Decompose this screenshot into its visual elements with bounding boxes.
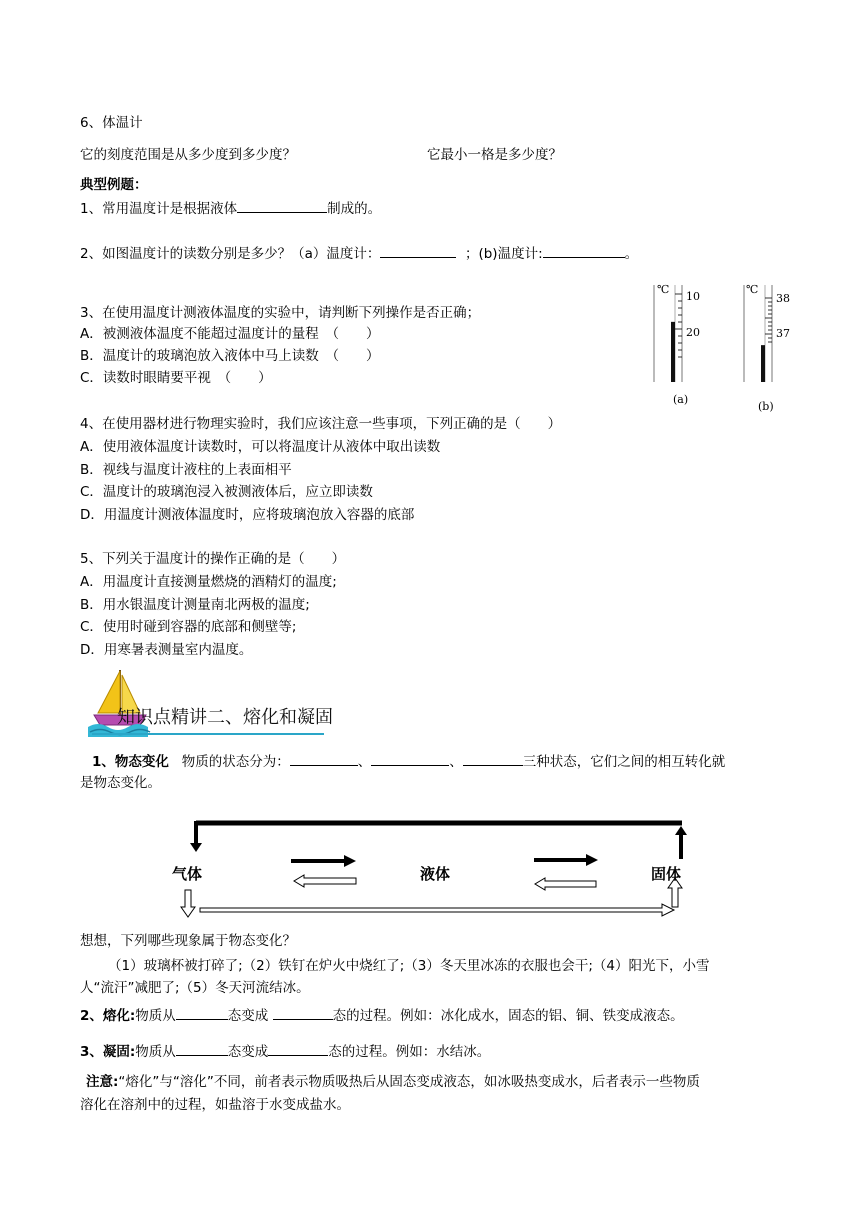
example-5-stem: 5、下列关于温度计的操作正确的是（ ） <box>80 551 346 567</box>
example-5-option-a: A．用温度计直接测量燃烧的酒精灯的温度; <box>80 574 337 590</box>
section-2-underline <box>92 733 324 735</box>
thermometer-b-tick-mid: 37 <box>776 327 790 340</box>
solidification-heading: 3、凝固: <box>80 1044 136 1060</box>
thermometer-a-unit: ℃ <box>657 283 670 296</box>
question-range: 它的刻度范围是从多少度到多少度？ <box>80 147 296 163</box>
solidification-text-b: 态变成 <box>227 1044 269 1060</box>
thermometer-b-caption: (b) <box>758 400 774 413</box>
melting-text-a: 物质从 <box>135 1008 176 1024</box>
state-change-text: 物质的状态分为： <box>181 754 290 770</box>
solidification-text-a: 物质从 <box>135 1044 176 1060</box>
example-2-text-a: 2、如图温度计的读数分别是多少？（a）温度计： <box>80 246 381 262</box>
example-4-option-a: A．使用液体温度计读数时，可以将温度计从液体中取出读数 <box>80 439 441 455</box>
example-2-text-b: ；(b)温度计: <box>464 246 543 262</box>
state-change-tail: 三种状态，它们之间的相互转化就 <box>522 754 726 770</box>
note-line-1 <box>86 1073 700 1091</box>
blank[interactable] <box>463 752 523 766</box>
example-1-text-a: 1、常用温度计是根据液体 <box>80 201 238 217</box>
thermometer-b-tick-top: 38 <box>776 292 790 305</box>
think-question: 想想，下列哪些现象属于物态变化？ <box>80 933 296 949</box>
separator: 、 <box>449 754 463 770</box>
state-change-line-2: 是物态变化。 <box>80 775 161 791</box>
phenomena-line-1: （1）玻璃杯被打碎了;（2）铁钉在炉火中烧红了;（3）冬天里冰冻的衣服也会干;（4）阳光下，小雪 <box>108 958 710 974</box>
phenomena-line-2: 人“流汗”减肥了;（5）冬天河流结冰。 <box>80 980 310 996</box>
example-5-option-d: D．用寒暑表测量室内温度。 <box>80 642 253 658</box>
blank[interactable] <box>268 1042 328 1056</box>
example-3-option-a: A．被测液体温度不能超过温度计的量程 （ ） <box>80 326 380 342</box>
state-change-heading: 1、物态变化 <box>92 754 169 770</box>
thermometer-b-unit: ℃ <box>746 283 759 296</box>
diagram-solid-label: 固体 <box>651 865 682 883</box>
example-3-stem: 3、在使用温度计测液体温度的实验中，请判断下列操作是否正确； <box>80 305 481 321</box>
question-min-division: 它最小一格是多少度？ <box>427 147 562 163</box>
blank[interactable] <box>543 244 625 258</box>
separator: 、 <box>357 754 372 770</box>
example-3-option-c: C．读数时眼睛要平视 （ ） <box>80 370 272 386</box>
section-6-title: 6、体温计 <box>80 115 143 131</box>
thermometer-a-caption: (a) <box>673 393 689 406</box>
blank[interactable] <box>176 1042 228 1056</box>
diagram-gas-label: 气体 <box>172 865 203 883</box>
state-change-line-1 <box>92 752 725 771</box>
section-2-title: 知识点精讲二、熔化和凝固 <box>117 707 333 728</box>
solidification-text-c: 态的过程。例如：水结冰。 <box>328 1044 491 1060</box>
blank[interactable] <box>371 752 449 766</box>
thermometer-a-tick-mid: 20 <box>686 326 700 339</box>
diagram-liquid-label: 液体 <box>420 865 451 883</box>
examples-heading: 典型例题： <box>80 177 148 193</box>
example-4-option-d: D．用温度计测液体温度时，应将玻璃泡放入容器的底部 <box>80 507 415 523</box>
example-5-option-b: B．用水银温度计测量南北两极的温度; <box>80 597 310 613</box>
melting-heading: 2、熔化: <box>80 1008 136 1024</box>
solidification-definition <box>80 1042 490 1061</box>
note-text-1: “熔化”与“溶化”不同，前者表示物质吸热后从固态变成液态，如冰吸热变成水，后者表示一些物质 <box>118 1074 700 1090</box>
example-3-option-b: B．温度计的玻璃泡放入液体中马上读数 （ ） <box>80 348 380 364</box>
melting-text-c: 态的过程。例如：冰化成水，固态的铝、铜、铁变成液态。 <box>332 1008 684 1024</box>
example-5-option-c: C．使用时碰到容器的底部和侧壁等; <box>80 619 297 635</box>
example-1-text-b: 制成的。 <box>327 201 382 217</box>
note-line-2: 溶化在溶剂中的过程，如盐溶于水变成盐水。 <box>80 1097 350 1113</box>
blank[interactable] <box>237 199 327 213</box>
blank[interactable] <box>176 1006 228 1020</box>
melting-text-b: 态变成 <box>227 1008 269 1024</box>
blank[interactable] <box>380 244 456 258</box>
example-2-text-c: 。 <box>624 246 639 262</box>
example-1 <box>80 199 381 218</box>
blank[interactable] <box>290 752 358 766</box>
thermometer-a-tick-top: 10 <box>686 290 700 303</box>
example-4-option-c: C．温度计的玻璃泡浸入被测液体后，应立即读数 <box>80 484 373 500</box>
blank[interactable] <box>273 1006 333 1020</box>
example-2 <box>80 244 638 263</box>
note-heading: 注意: <box>86 1074 119 1090</box>
example-4-option-b: B．视线与温度计液柱的上表面相平 <box>80 462 292 478</box>
melting-definition <box>80 1006 684 1025</box>
example-4-stem: 4、在使用器材进行物理实验时，我们应该注意一些事项，下列正确的是（ ） <box>80 416 562 432</box>
